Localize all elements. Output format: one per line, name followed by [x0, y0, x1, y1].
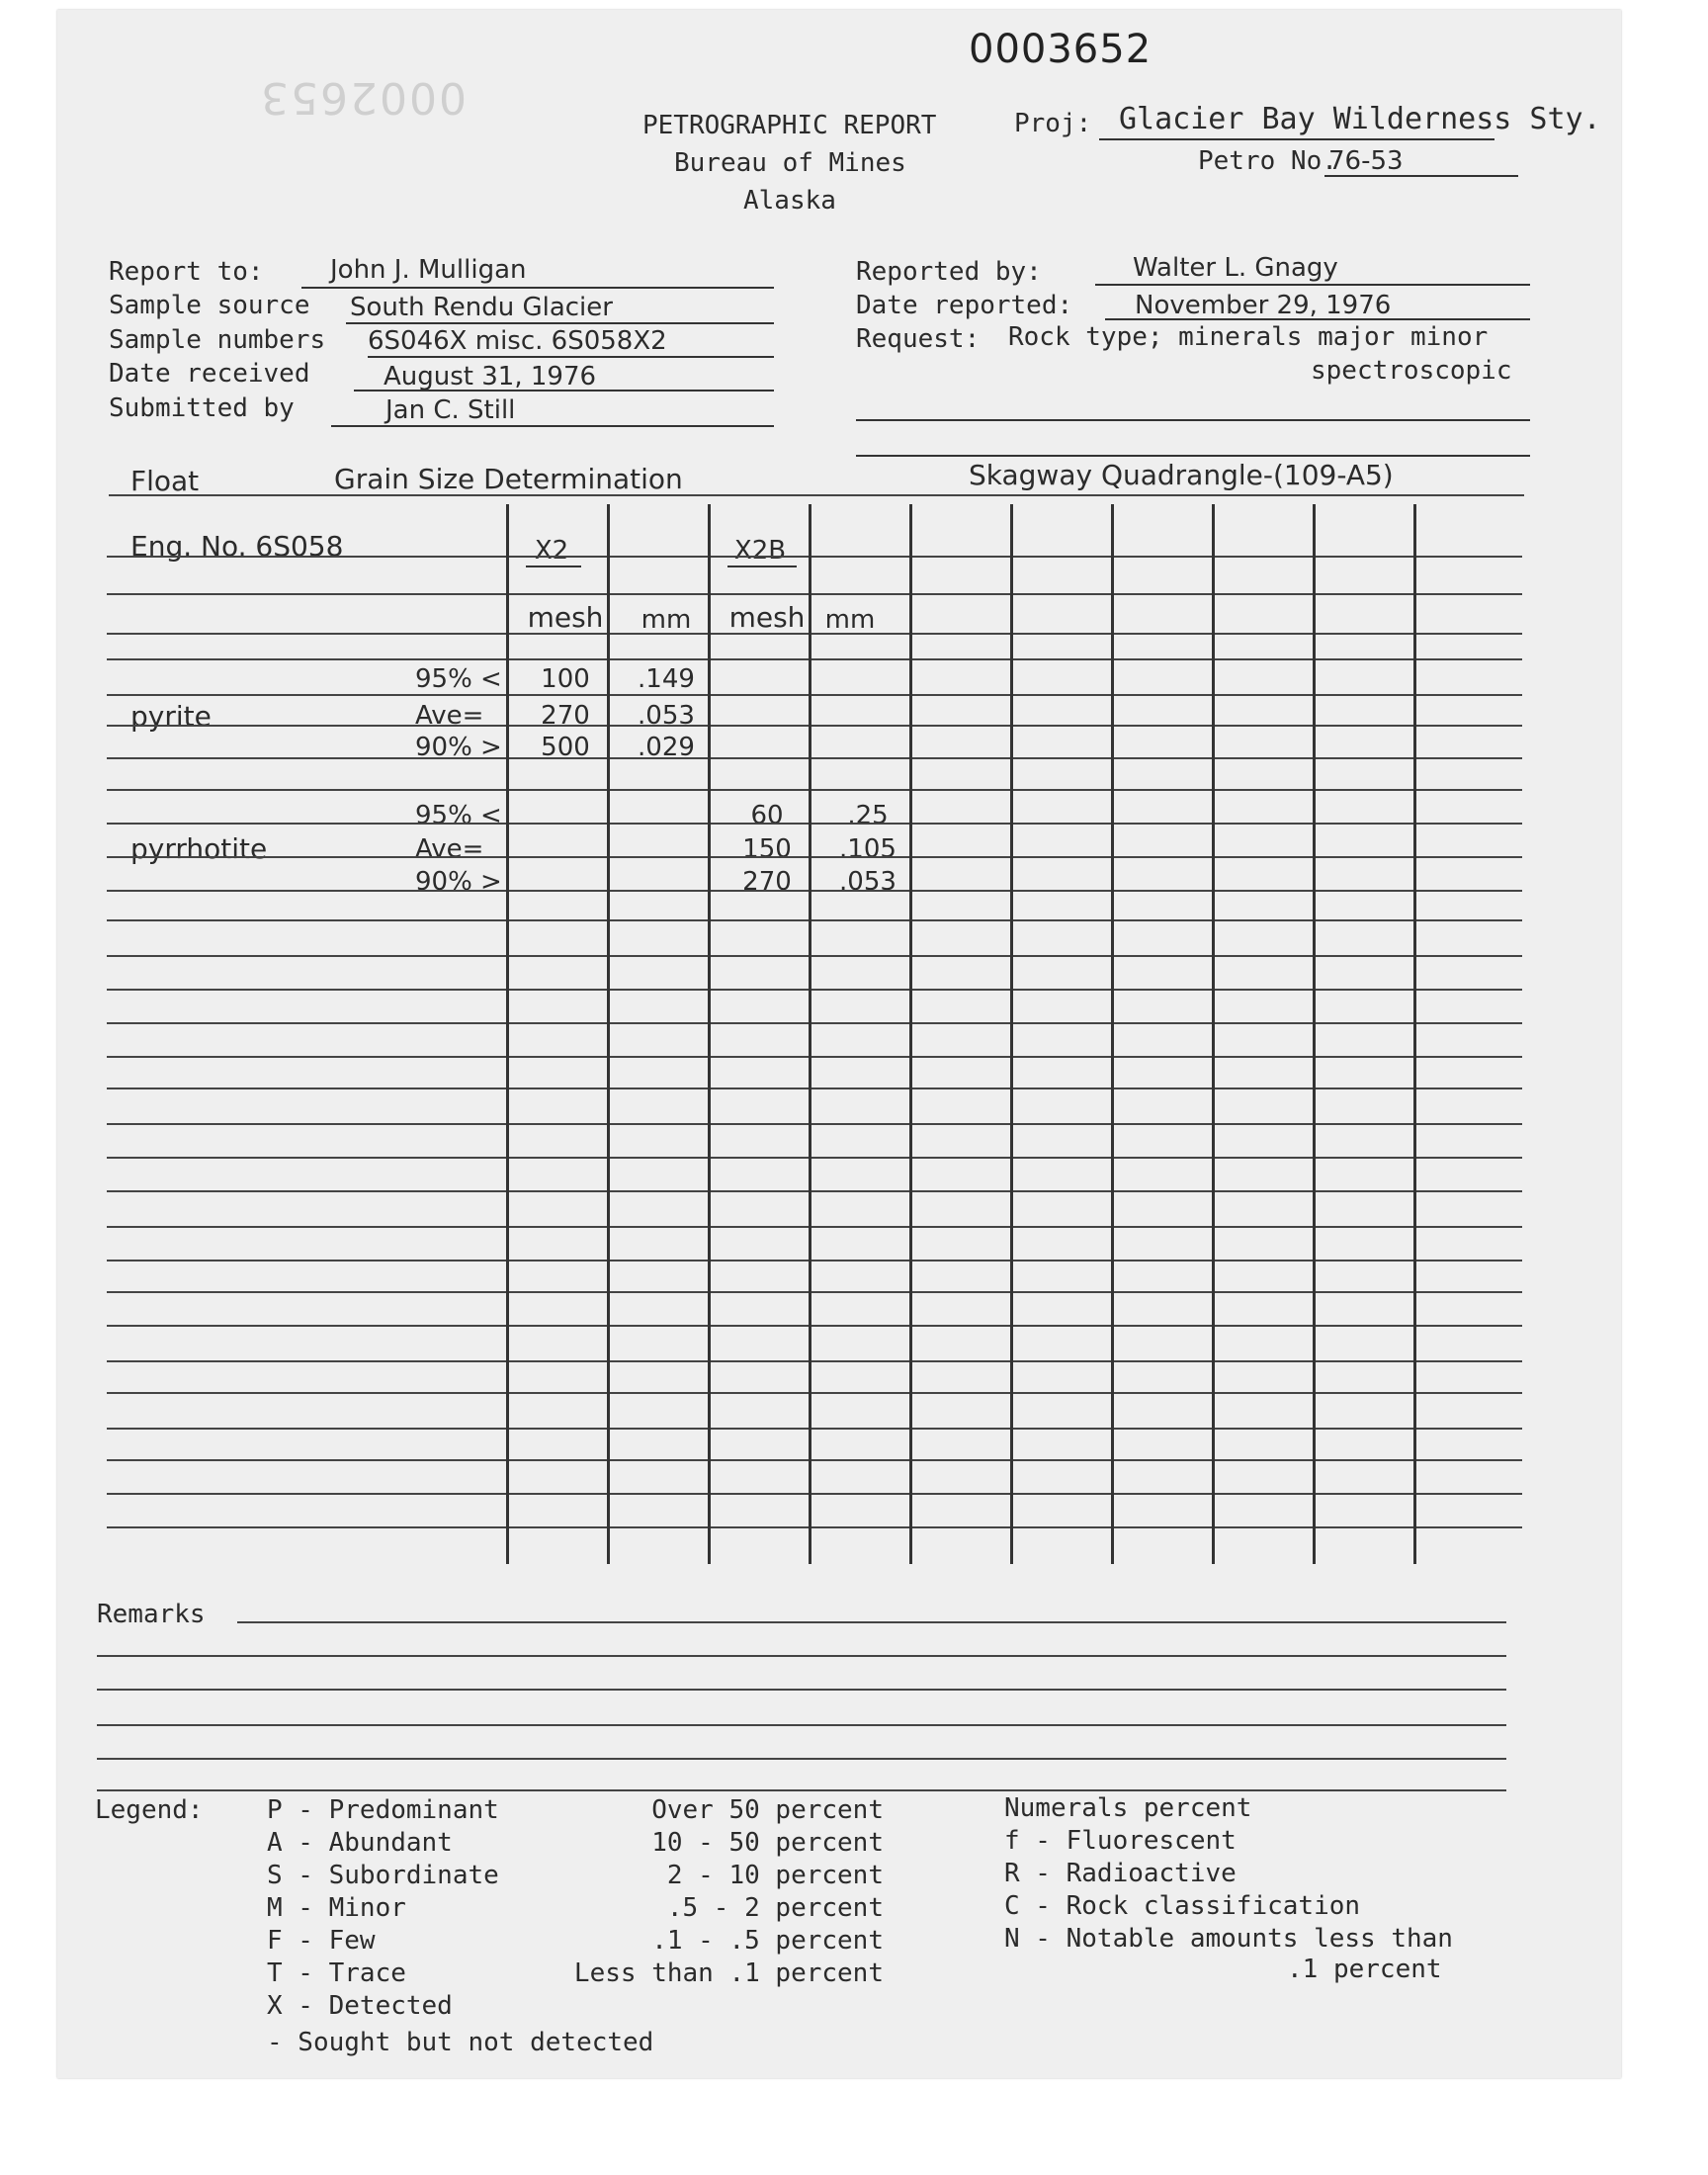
- table-row-line: [107, 890, 1522, 892]
- table-cell: .029: [638, 733, 695, 762]
- table-row-line: [107, 1360, 1522, 1362]
- row-label: 90% >: [415, 733, 502, 762]
- unit-header-x2-mesh: mesh: [527, 601, 604, 634]
- table-row-line: [107, 1459, 1522, 1461]
- table-row-line: [107, 694, 1522, 696]
- legend-note: f - Fluorescent: [1004, 1826, 1237, 1856]
- legend-note: .1 percent: [1287, 1955, 1442, 1984]
- remarks-line: [97, 1655, 1506, 1657]
- row-label: 95% <: [415, 801, 502, 830]
- remarks-line: [97, 1789, 1506, 1791]
- table-row-line: [107, 658, 1522, 660]
- reported-by-underline: [1095, 284, 1530, 286]
- sample-source-label: Sample source: [109, 291, 310, 320]
- sample-header-x2b-underline: [727, 566, 797, 567]
- faded-number-stamp: 0002653: [259, 72, 467, 123]
- sample-header-x2: X2: [534, 536, 569, 566]
- legend-item: P - Predominant: [267, 1795, 499, 1825]
- table-column-line: [708, 504, 711, 1564]
- legend-range: 10 - 50 percent: [651, 1828, 884, 1858]
- legend-item: X - Detected: [267, 1991, 453, 2021]
- table-row-line: [107, 1088, 1522, 1089]
- mineral-name-pyrrhotite: pyrrhotite: [130, 832, 268, 865]
- table-row-line: [107, 1260, 1522, 1262]
- table-cell: 500: [541, 733, 590, 762]
- table-row-line: [107, 1493, 1522, 1495]
- table-cell: 150: [742, 834, 792, 864]
- table-row-line: [107, 823, 1522, 825]
- sample-source-underline: [346, 322, 774, 324]
- mineral-name-pyrite: pyrite: [130, 700, 212, 733]
- request-value-line-1: Rock type; minerals major minor: [1008, 322, 1489, 352]
- date-received-label: Date received: [109, 359, 310, 389]
- table-column-line: [1413, 504, 1416, 1564]
- remarks-line: [97, 1724, 1506, 1726]
- legend-range: Less than .1 percent: [573, 1958, 884, 1988]
- table-row-line: [107, 789, 1522, 791]
- remarks-line: [97, 1689, 1506, 1691]
- legend-item: S - Subordinate: [267, 1861, 499, 1890]
- report-title: PETROGRAPHIC REPORT: [642, 111, 937, 140]
- table-cell: 60: [750, 801, 784, 830]
- legend-item: T - Trace: [267, 1958, 406, 1988]
- row-label: 90% >: [415, 867, 502, 897]
- table-row-line: [107, 1022, 1522, 1024]
- table-row-line: [107, 919, 1522, 921]
- table-row-line: [107, 1226, 1522, 1228]
- date-reported-label: Date reported:: [856, 291, 1073, 320]
- request-label: Request:: [856, 324, 981, 354]
- legend-note: N - Notable amounts less than: [1004, 1924, 1453, 1954]
- table-row-line: [107, 856, 1522, 858]
- table-top-line: [109, 494, 1524, 496]
- document-number-stamp: 0003652: [969, 27, 1153, 72]
- report-to-value: John J. Mulligan: [330, 255, 527, 285]
- legend-note: C - Rock classification: [1004, 1891, 1361, 1921]
- petro-no-value: 76-53: [1328, 146, 1404, 176]
- sample-numbers-value: 6S046X misc. 6S058X2: [368, 326, 667, 356]
- sample-numbers-underline: [368, 356, 774, 358]
- sample-source-value: South Rendu Glacier: [350, 293, 613, 322]
- sample-header-x2-underline: [526, 566, 581, 567]
- table-column-line: [909, 504, 912, 1564]
- legend-note: Numerals percent: [1004, 1793, 1252, 1823]
- eng-no-label: Eng. No. 6S058: [130, 530, 344, 563]
- table-cell: 270: [541, 701, 590, 731]
- request-value-line-2: spectroscopic: [1311, 356, 1512, 386]
- petro-no-label: Petro No.: [1198, 146, 1337, 176]
- table-cell: .149: [638, 664, 695, 694]
- submitted-by-underline: [331, 425, 774, 427]
- table-column-line: [1010, 504, 1013, 1564]
- table-row-line: [107, 633, 1522, 635]
- legend-item: A - Abundant: [267, 1828, 453, 1858]
- table-column-line: [506, 504, 509, 1564]
- table-row-line: [107, 955, 1522, 957]
- sample-header-x2b: X2B: [733, 536, 787, 566]
- unit-header-x2b-mm: mm: [824, 605, 876, 635]
- table-row-line: [107, 757, 1522, 759]
- table-row-line: [107, 725, 1522, 727]
- location-name: Alaska: [743, 186, 836, 216]
- table-cell: .105: [839, 834, 897, 864]
- submitted-by-label: Submitted by: [109, 393, 295, 423]
- remarks-line: [237, 1621, 1506, 1623]
- unit-header-x2b-mesh: mesh: [728, 601, 806, 634]
- legend-range: .1 - .5 percent: [651, 1926, 884, 1956]
- table-row-line: [107, 1056, 1522, 1058]
- legend-item: M - Minor: [267, 1893, 406, 1923]
- proj-value: Glacier Bay Wilderness Sty.: [1119, 102, 1601, 136]
- reported-by-value: Walter L. Gnagy: [1133, 253, 1338, 283]
- reported-by-label: Reported by:: [856, 257, 1042, 287]
- sample-numbers-label: Sample numbers: [109, 325, 326, 355]
- table-row-line: [107, 1190, 1522, 1192]
- date-received-value: August 31, 1976: [384, 362, 597, 392]
- table-column-line: [1212, 504, 1215, 1564]
- request-blank-line-2: [856, 455, 1530, 457]
- table-row-line: [107, 1291, 1522, 1293]
- remarks-label: Remarks: [97, 1600, 206, 1629]
- request-blank-line-1: [856, 419, 1530, 421]
- report-to-underline: [301, 287, 774, 289]
- legend-range: .5 - 2 percent: [666, 1893, 884, 1923]
- legend-note: R - Radioactive: [1004, 1859, 1237, 1888]
- table-row-line: [107, 1428, 1522, 1430]
- date-reported-value: November 29, 1976: [1135, 291, 1392, 320]
- proj-label: Proj:: [1014, 109, 1092, 138]
- table-column-line: [607, 504, 610, 1564]
- legend-range: Over 50 percent: [651, 1795, 884, 1825]
- grain-size-heading: Grain Size Determination: [334, 463, 683, 495]
- table-cell: 100: [541, 664, 590, 694]
- legend-item: F - Few: [267, 1926, 376, 1956]
- submitted-by-value: Jan C. Still: [385, 395, 516, 425]
- report-to-label: Report to:: [109, 257, 264, 287]
- row-label: Ave=: [415, 701, 484, 731]
- table-row-line: [107, 1392, 1522, 1394]
- agency-name: Bureau of Mines: [674, 148, 906, 178]
- row-label: Ave=: [415, 834, 484, 864]
- unit-header-x2-mm: mm: [640, 605, 692, 635]
- table-row-line: [107, 1123, 1522, 1125]
- table-cell: .25: [847, 801, 889, 830]
- table-row-line: [107, 989, 1522, 991]
- quadrangle-label: Skagway Quadrangle-(109-A5): [969, 459, 1394, 491]
- float-label: Float: [130, 465, 200, 497]
- legend-item: - Sought but not detected: [267, 2028, 654, 2057]
- table-row-line: [107, 1325, 1522, 1327]
- table-cell: .053: [839, 867, 897, 897]
- table-row-line: [107, 593, 1522, 595]
- table-row-line: [107, 1526, 1522, 1528]
- table-column-line: [1111, 504, 1114, 1564]
- remarks-line: [97, 1758, 1506, 1760]
- date-received-underline: [354, 390, 774, 392]
- row-label: 95% <: [415, 664, 502, 694]
- legend-range: 2 - 10 percent: [666, 1861, 884, 1890]
- date-reported-underline: [1105, 318, 1530, 320]
- table-cell: 270: [742, 867, 792, 897]
- table-column-line: [809, 504, 811, 1564]
- legend-label: Legend:: [95, 1795, 204, 1825]
- table-row-line: [107, 1157, 1522, 1159]
- table-column-line: [1313, 504, 1316, 1564]
- petro-no-underline: [1324, 175, 1518, 177]
- table-row-line: [107, 556, 1522, 558]
- table-cell: .053: [638, 701, 695, 731]
- proj-underline: [1099, 138, 1494, 140]
